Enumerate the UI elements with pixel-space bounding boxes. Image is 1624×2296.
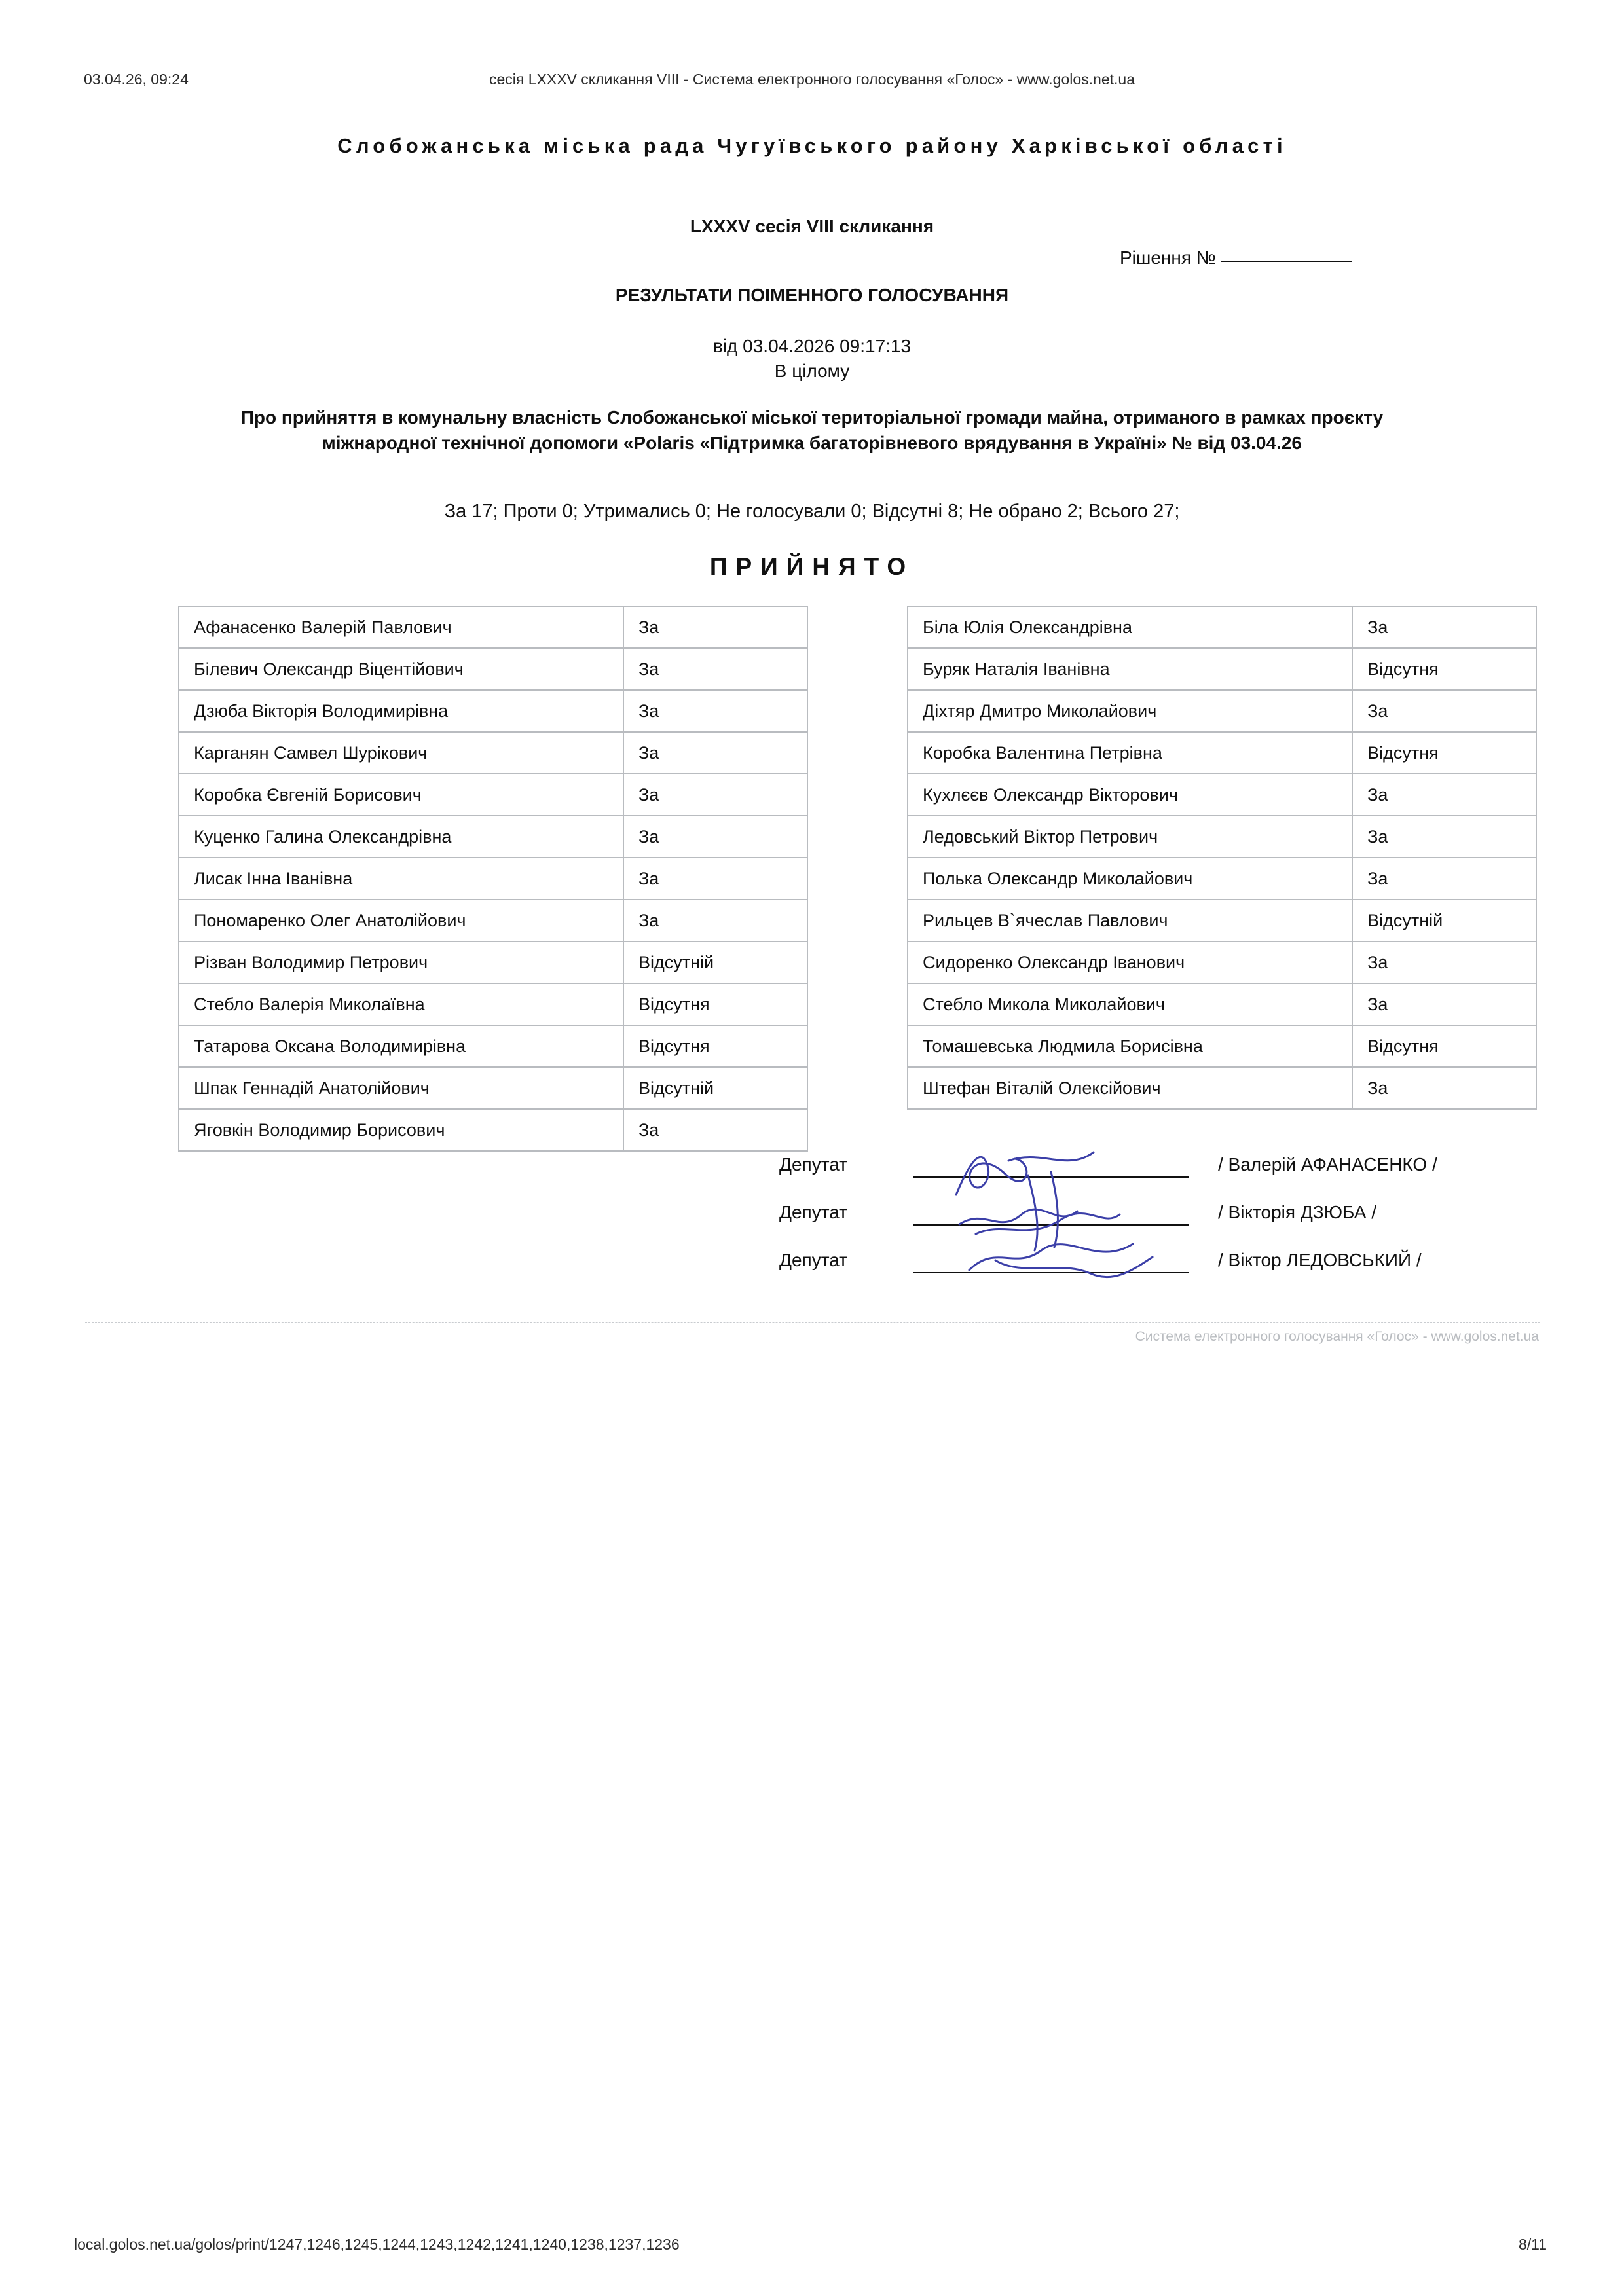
deputy-name: Рильцев В`ячеслав Павлович [908, 900, 1352, 941]
deputy-vote: За [623, 774, 807, 816]
table-row [908, 690, 1536, 732]
signature-row [0, 1197, 1624, 1243]
deputy-name: Сидоренко Олександр Іванович [908, 941, 1352, 983]
deputy-vote: За [1352, 816, 1536, 858]
table-row [908, 816, 1536, 858]
signature-name: / Віктор ЛЕДОВСЬКИЙ / [1218, 1250, 1422, 1270]
table-row [908, 941, 1536, 983]
vote-table-left [178, 606, 808, 1152]
deputy-name: Карганян Самвел Шурікович [179, 732, 623, 774]
deputy-name: Пономаренко Олег Анатолійович [179, 900, 623, 941]
deputy-name: Штефан Віталій Олексійович [908, 1067, 1352, 1109]
signature-role: Депутат [779, 1202, 847, 1222]
deputy-vote: Відсутня [623, 1025, 807, 1067]
deputy-name: Білевич Олександр Віцентійович [179, 648, 623, 690]
signature-row [0, 1245, 1624, 1290]
table-row [908, 732, 1536, 774]
signature-line [913, 1176, 1189, 1178]
print-footer [0, 2236, 1624, 2255]
deputy-vote: Відсутня [623, 983, 807, 1025]
deputy-vote: За [623, 690, 807, 732]
table-row [179, 858, 807, 900]
deputy-name: Дзюба Вікторія Володимирівна [179, 690, 623, 732]
vote-scope: В цілому [774, 361, 850, 381]
question-text: Про прийняття в комунальну власність Слобожанської міської територіальної громади майна, отриманого в рамках проєкту міжнародної технічної допомоги «Polaris «Підтримка багаторівневого врядування в Україні» № від 03.04.26 [240, 407, 1384, 453]
deputy-vote: За [623, 732, 807, 774]
signature-line [913, 1224, 1189, 1226]
deputy-vote: Відсутня [1352, 1025, 1536, 1067]
table-row [179, 816, 807, 858]
print-footer-url: local.golos.net.ua/golos/print/1247,1246,1245,1244,1243,1242,1241,1240,1238,1237,1236 [74, 2236, 680, 2253]
print-footer-page: 8/11 [1518, 2236, 1547, 2253]
deputy-vote: За [623, 900, 807, 941]
verdict: ПРИЙНЯТО [709, 553, 915, 580]
deputy-vote: За [623, 816, 807, 858]
signature-role: Депутат [779, 1154, 847, 1175]
session-line: LXXXV сесія VIII скликання [690, 216, 934, 236]
deputy-vote: За [623, 1109, 807, 1151]
deputy-name: Буряк Наталія Іванівна [908, 648, 1352, 690]
signature-name: / Вікторія ДЗЮБА / [1218, 1202, 1376, 1222]
table-row [179, 983, 807, 1025]
table-row [908, 1025, 1536, 1067]
deputy-name: Біла Юлія Олександрівна [908, 606, 1352, 648]
signature-row [0, 1149, 1624, 1195]
table-row [908, 900, 1536, 941]
deputy-vote: Відсутня [1352, 732, 1536, 774]
decision-number-label: Рішення № [1120, 247, 1216, 268]
deputy-vote: Відсутня [1352, 648, 1536, 690]
table-row [179, 606, 807, 648]
deputy-name: Лисак Інна Іванівна [179, 858, 623, 900]
vote-tally: За 17; Проти 0; Утримались 0; Не голосували 0; Відсутні 8; Не обрано 2; Всього 27; [444, 501, 1180, 522]
deputy-name: Коробка Євгеній Борисович [179, 774, 623, 816]
deputy-vote: За [1352, 983, 1536, 1025]
deputy-name: Татарова Оксана Володимирівна [179, 1025, 623, 1067]
table-row [179, 774, 807, 816]
decision-number [1120, 247, 1352, 268]
signature-block [0, 1149, 1624, 1286]
print-header-title: сесія LXXXV скликання VIII - Система електронного голосування «Голос» - www.golos.net.ua [489, 71, 1135, 88]
deputy-name: Шпак Геннадій Анатолійович [179, 1067, 623, 1109]
table-row [179, 1025, 807, 1067]
table-row [908, 1067, 1536, 1109]
deputy-vote: За [1352, 941, 1536, 983]
deputy-name: Яговкін Володимир Борисович [179, 1109, 623, 1151]
watermark: Система електронного голосування «Голос» - www.golos.net.ua [1135, 1329, 1539, 1344]
deputy-vote: За [623, 648, 807, 690]
deputy-vote: Відсутній [1352, 900, 1536, 941]
deputy-vote: За [623, 606, 807, 648]
table-row [179, 1109, 807, 1151]
deputy-vote: Відсутній [623, 941, 807, 983]
deputy-vote: За [1352, 1067, 1536, 1109]
deputy-vote: За [623, 858, 807, 900]
signature-name: / Валерій АФАНАСЕНКО / [1218, 1154, 1437, 1175]
decision-number-blank [1221, 261, 1352, 262]
deputy-name: Кухлєєв Олександр Вікторович [908, 774, 1352, 816]
results-title: РЕЗУЛЬТАТИ ПОІМЕННОГО ГОЛОСУВАННЯ [615, 285, 1009, 305]
table-row [179, 690, 807, 732]
signature-line [913, 1272, 1189, 1273]
deputy-name: Стебло Микола Миколайович [908, 983, 1352, 1025]
deputy-vote: За [1352, 606, 1536, 648]
table-row [908, 858, 1536, 900]
table-row [179, 732, 807, 774]
table-row [908, 606, 1536, 648]
deputy-name: Ледовський Віктор Петрович [908, 816, 1352, 858]
table-row [908, 983, 1536, 1025]
table-row [179, 941, 807, 983]
deputy-name: Коробка Валентина Петрівна [908, 732, 1352, 774]
table-row [908, 648, 1536, 690]
deputy-name: Томашевська Людмила Борисівна [908, 1025, 1352, 1067]
deputy-vote: За [1352, 690, 1536, 732]
footer-divider [85, 1322, 1540, 1323]
table-row [179, 1067, 807, 1109]
print-header-date: 03.04.26, 09:24 [84, 71, 189, 88]
vote-tables [0, 606, 1624, 1142]
vote-datetime: від 03.04.2026 09:17:13 [712, 336, 912, 356]
deputy-vote: Відсутній [623, 1067, 807, 1109]
deputy-name: Діхтяр Дмитро Миколайович [908, 690, 1352, 732]
print-header [0, 71, 1624, 90]
deputy-vote: За [1352, 774, 1536, 816]
council-title: Слобожанська міська рада Чугуївського району Харківської області [337, 134, 1287, 157]
deputy-name: Різван Володимир Петрович [179, 941, 623, 983]
table-row [179, 900, 807, 941]
table-row [179, 648, 807, 690]
deputy-vote: За [1352, 858, 1536, 900]
deputy-name: Афанасенко Валерій Павлович [179, 606, 623, 648]
signature-role: Депутат [779, 1250, 847, 1270]
deputy-name: Стебло Валерія Миколаївна [179, 983, 623, 1025]
table-row [908, 774, 1536, 816]
vote-table-right [907, 606, 1537, 1110]
deputy-name: Полька Олександр Миколайович [908, 858, 1352, 900]
deputy-name: Куценко Галина Олександрівна [179, 816, 623, 858]
